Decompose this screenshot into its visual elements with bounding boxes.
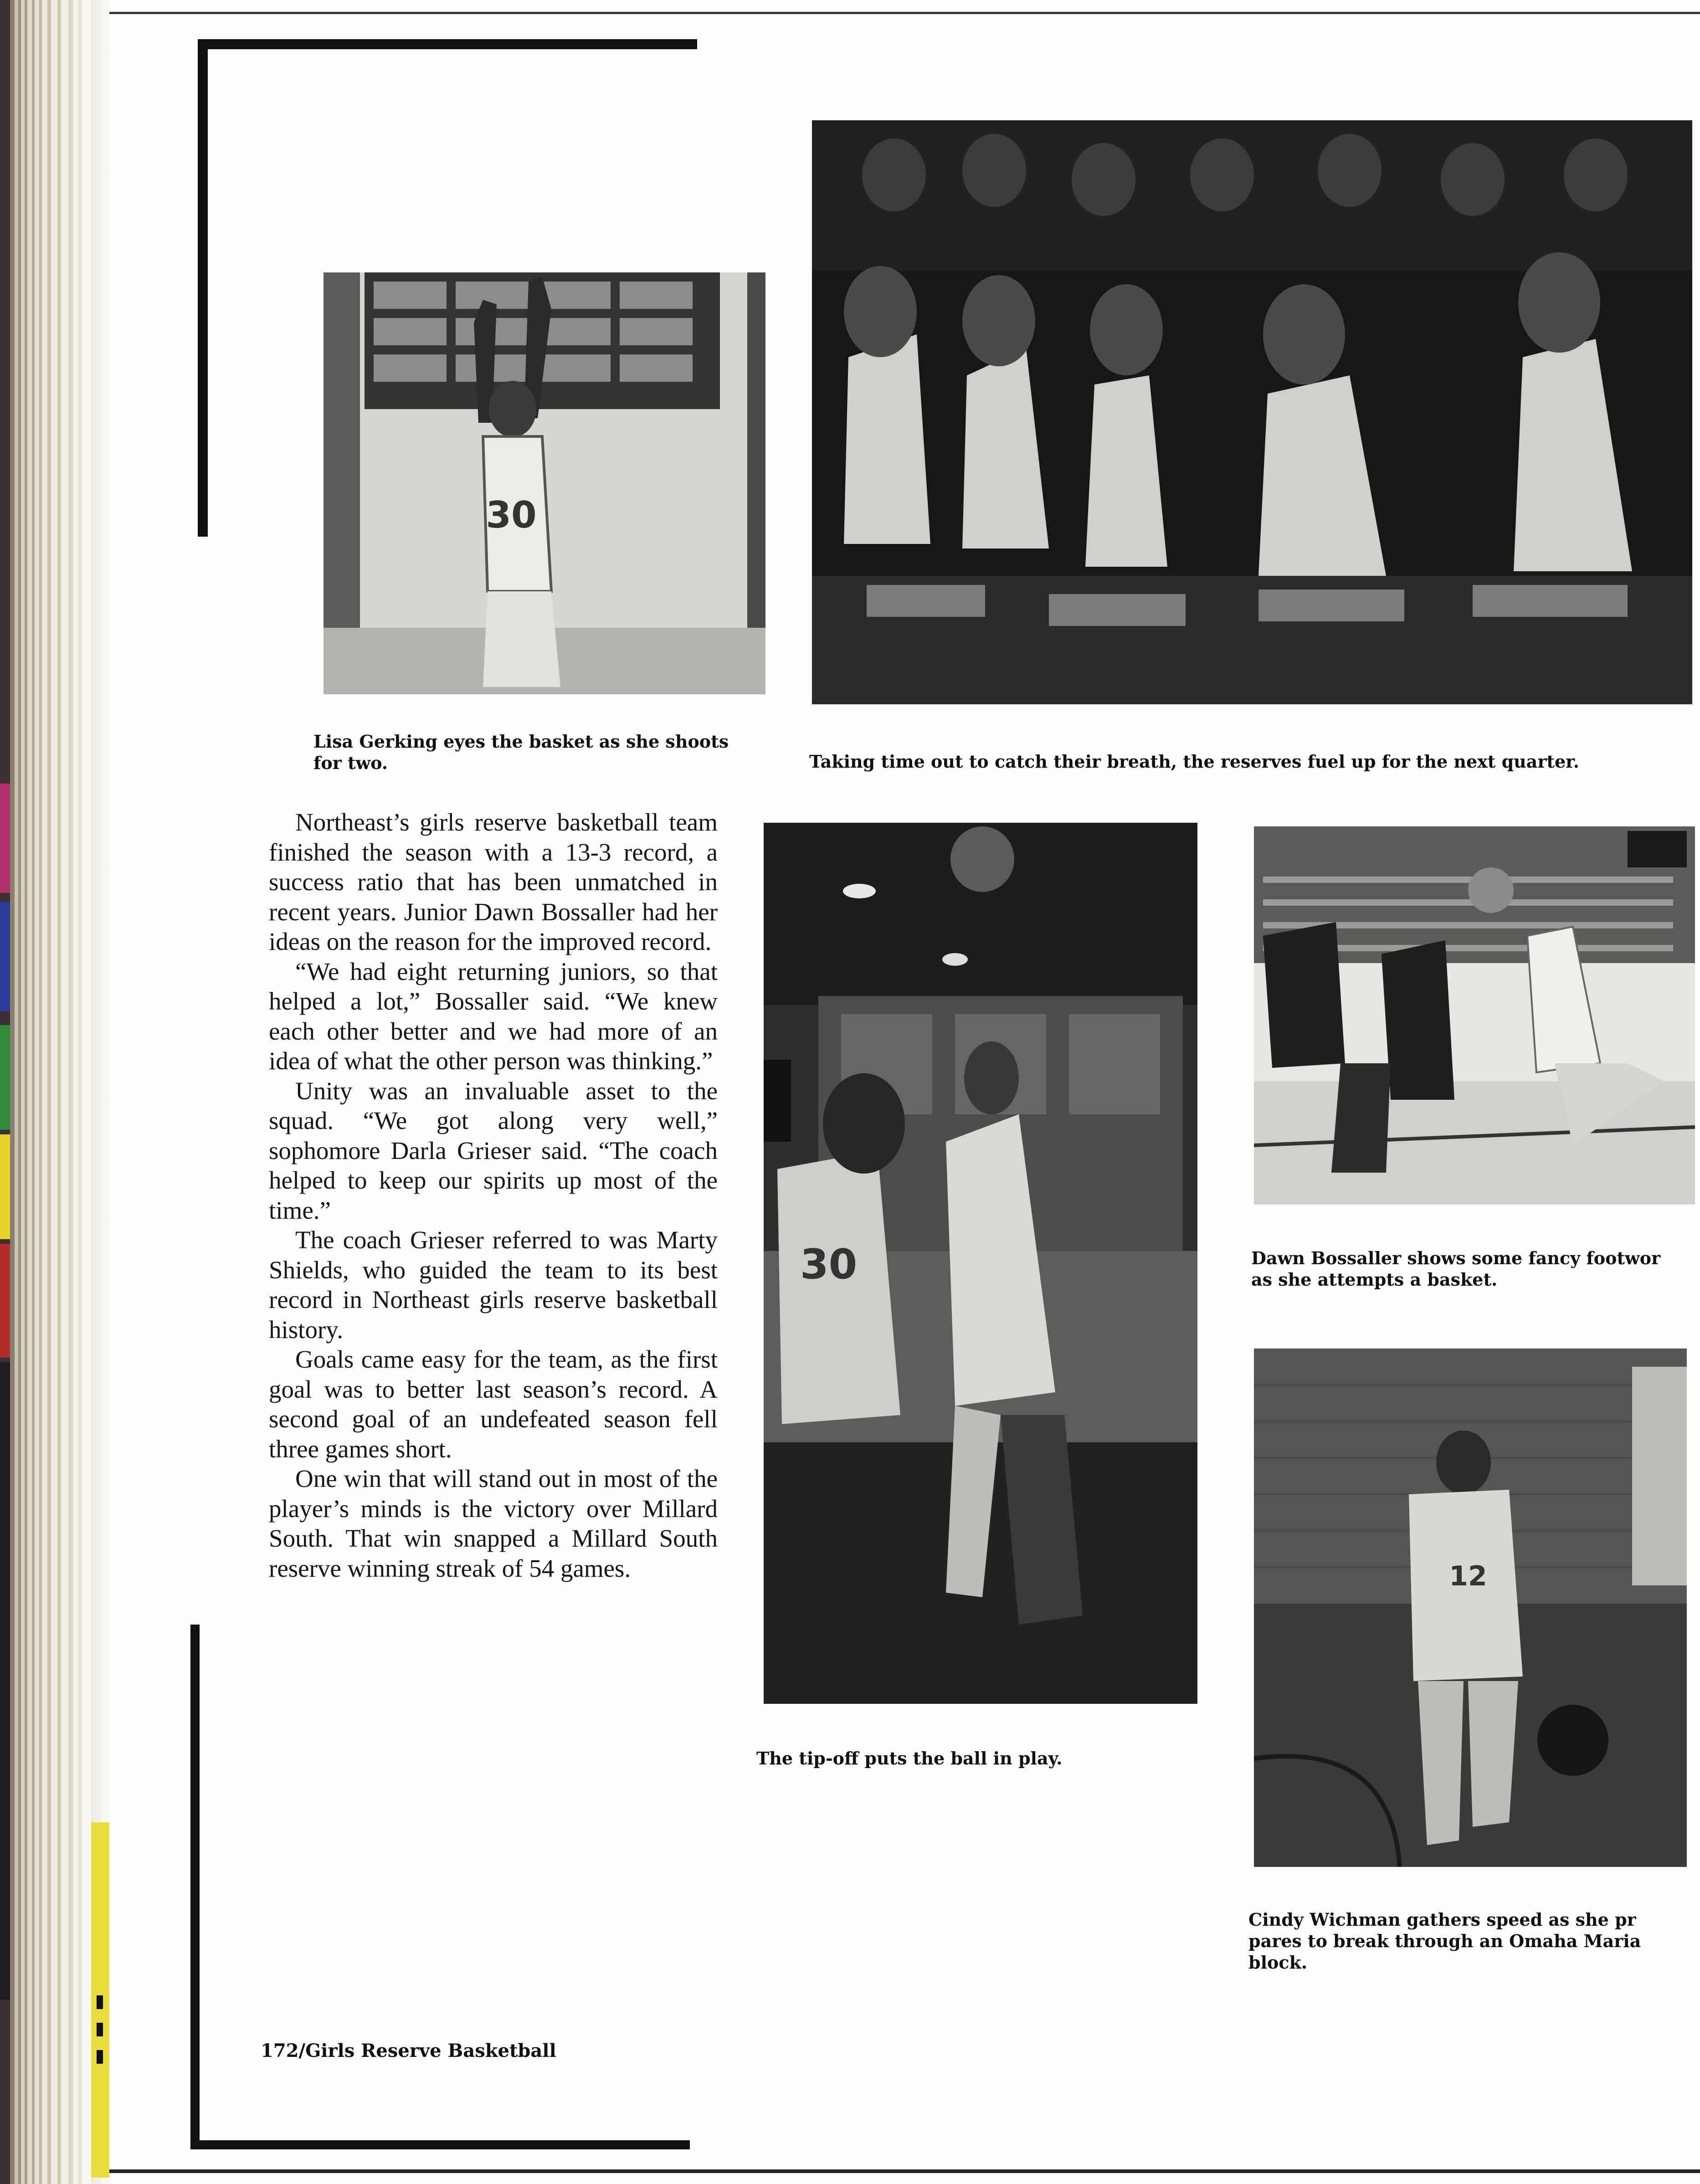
bracket-bottom-horizontal (190, 2140, 690, 2149)
svg-text:12: 12 (1449, 1560, 1487, 1592)
photo-tipoff (764, 823, 1197, 1704)
article-paragraph: Unity was an invaluable asset to the squad. “We got along very well,” sophomore Darla Grieser said. “The coach helped to keep our spirits up most of the time.” (269, 1077, 718, 1224)
page-folio: 172/Girls Reserve Basketball (261, 2040, 556, 2061)
photo-footwork (1254, 826, 1695, 1205)
bracket-top-vertical (198, 39, 208, 537)
article-body (269, 807, 718, 1583)
svg-text:30: 30 (800, 1241, 858, 1288)
caption-footwork: Dawn Bossaller shows some fancy footwor as she attempts a basket. (1251, 1248, 1661, 1290)
caption-bench: Taking time out to catch their breath, the reserves fuel up for the next quarter. (809, 751, 1579, 772)
article-paragraph: Northeast’s girls reserve basketball team finished the season with a 13-3 record, a success ratio that has been unmatched in recent years. Junior Dawn Bossaller had her ideas on the reason for the improved record. (269, 808, 718, 955)
caption-tipoff: The tip-off puts the ball in play. (756, 1748, 1063, 1769)
binding-edge (0, 0, 109, 2184)
caption-dribble: Cindy Wichman gathers speed as she pr pares to break through an Omaha Maria block. (1248, 1909, 1641, 1973)
article-paragraph: “We had eight returning juniors, so that helped a lot,” Bossaller said. “We knew each other better and we had more of an idea of what the other person was thinking.” (269, 957, 718, 1075)
article-paragraph: One win that will stand out in most of the player’s minds is the victory over Millard South. That win snapped a Millard South reserve winning streak of 54 games. (269, 1465, 718, 1582)
caption-shooter: Lisa Gerking eyes the basket as she shoots for two. (313, 731, 729, 773)
photo-shooter (324, 272, 765, 694)
svg-text:30: 30 (486, 494, 537, 536)
photo-bench (812, 120, 1692, 704)
article-paragraph: Goals came easy for the team, as the first goal was to better last season’s record. A second goal of an undefeated season fell three games short. (269, 1345, 718, 1463)
photo-dribble (1254, 1348, 1687, 1867)
article-paragraph: The coach Grieser referred to was Marty Shields, who guided the team to its best record in Northeast girls reserve basketball history. (269, 1226, 718, 1343)
bracket-bottom-vertical (190, 1625, 200, 2149)
page-bottom-edge (109, 2169, 1700, 2173)
bracket-top-horizontal (198, 39, 697, 49)
page-top-edge (109, 12, 1700, 14)
